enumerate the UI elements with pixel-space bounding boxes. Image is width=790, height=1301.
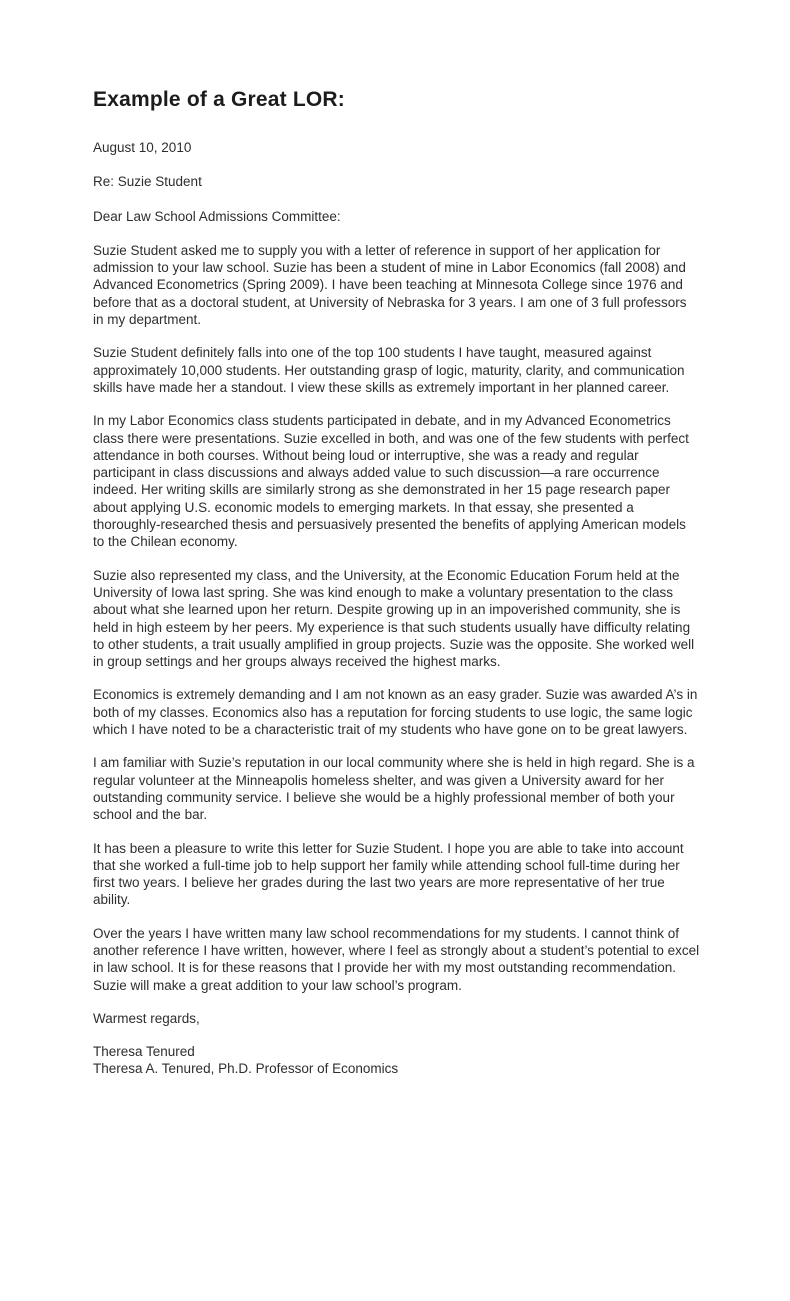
paragraph-class-performance: In my Labor Economics class students participated in debate, and in my Advanced Econometrics class there were presentations. Suzie excelled in both, and was one of the few students with perfect attendance in both courses. Without being loud or interruptive, she was a ready and regular participant in class discussions and always added value to such discussion—a rare occurrence indeed. Her writing skills are similarly strong as she demonstrated in her 15 page research paper about applying U.S. economic models to emerging markets. In that essay, she presented a thoroughly-researched thesis and persuasively presented the benefits of applying American models to the Chilean economy.	[93, 413, 689, 550]
page-title: Example of a Great LOR:	[93, 88, 345, 111]
paragraph-community: I am familiar with Suzie’s reputation in our local community where she is held in high regard. She is a regular volunteer at the Minneapolis homeless shelter, and was given a University award for her outstanding community service. I believe she would be a highly professional member of both your school and the bar.	[93, 755, 695, 823]
signature-name: Theresa Tenured	[93, 1044, 195, 1060]
paragraph-work-ethic: It has been a pleasure to write this letter for Suzie Student. I hope you are able to take into account that she worked a full-time job to help support her family while attending school full-time during her first two years. I believe her grades during the last two years are more representative of her true ability.	[93, 840, 684, 908]
paragraph-ranking: Suzie Student definitely falls into one of the top 100 students I have taught, measured against approximately 10,000 students. Her outstanding grasp of logic, maturity, clarity, and communication skills have made her a standout. I view these skills as extremely important in her planned career.	[93, 345, 685, 395]
closing-line: Warmest regards,	[93, 1010, 200, 1026]
paragraph-forum-and-groups: Suzie also represented my class, and the University, at the Economic Education Forum held at the University of Iowa last spring. She was kind enough to make a voluntary presentation to the class about what she learned upon her return. Despite growing up in an impoverished community, she is held in high esteem by her peers. My experience is that such students usually have difficulty relating to other students, a trait usually amplified in group projects. Suzie was the opposite. She worked well in group settings and her groups always received the highest marks.	[93, 567, 695, 670]
signature-block	[93, 1043, 700, 1078]
date-line: August 10, 2010	[93, 140, 192, 155]
paragraph-recommendation: Over the years I have written many law school recommendations for my students. I cannot think of another reference I have written, however, where I feel as strongly about a student’s potential to excel in law school. It is for these reasons that I provide her with my most outstanding recommendation. Suzie will make a great addition to your law school’s program.	[93, 925, 700, 993]
re-line: Re: Suzie Student	[93, 174, 202, 190]
signature-title: Theresa A. Tenured, Ph.D. Professor of Economics	[93, 1061, 399, 1077]
paragraph-grades: Economics is extremely demanding and I am not known as an easy grader. Suzie was awarded A’s in both of my classes. Economics also has a reputation for forcing students to use logic, the same logic which I have noted to be a characteristic trait of my students who have gone on to be great lawyers.	[93, 687, 698, 738]
paragraph-introduction: Suzie Student asked me to supply you with a letter of reference in support of her application for admission to your law school. Suzie has been a student of mine in Labor Economics (fall 2008) and Advanced Econometrics (Spring 2009). I have been teaching at Minnesota College since 1976 and before that as a doctoral student, at University of Nebraska for 3 years. I am one of 3 full professors in my department.	[93, 242, 687, 328]
salutation: Dear Law School Admissions Committee:	[93, 208, 341, 224]
